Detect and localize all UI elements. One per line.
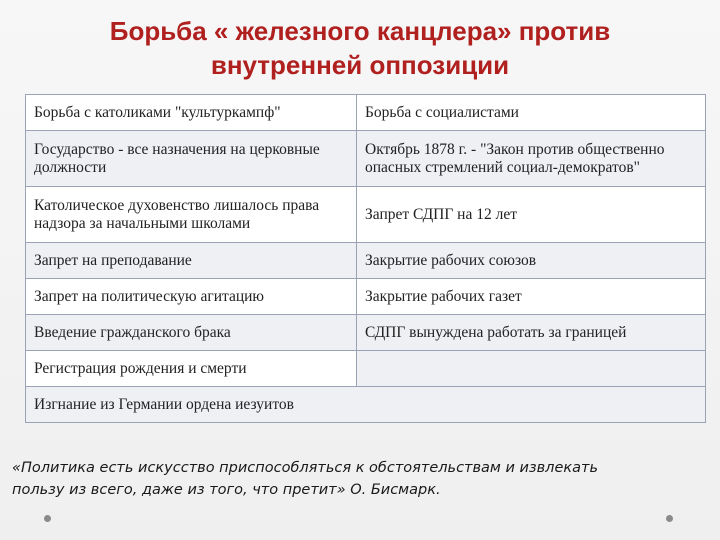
table-row bbox=[26, 131, 706, 187]
title-line-1: Борьба « железного канцлера» против bbox=[109, 16, 611, 46]
slide-title bbox=[60, 14, 660, 82]
table-cell: Изгнание из Германии ордена иезуитов bbox=[26, 387, 706, 423]
quote-line-2: пользу из всего, даже из того, что претит» О. Бисмарк. bbox=[12, 482, 441, 498]
table-cell: Государство - все назначения на церковные должности bbox=[26, 131, 357, 187]
table-row bbox=[26, 315, 706, 351]
comparison-table bbox=[25, 94, 706, 423]
table-cell: Введение гражданского брака bbox=[26, 315, 357, 351]
table-cell: Борьба с католиками "культуркампф" bbox=[26, 95, 357, 131]
table-cell: Запрет на политическую агитацию bbox=[26, 279, 357, 315]
table-cell: Октябрь 1878 г. - "Закон против общественно опасных стремлений социал-демократов" bbox=[357, 131, 706, 187]
table-cell: СДПГ вынуждена работать за границей bbox=[357, 315, 706, 351]
table-cell: Закрытие рабочих газет bbox=[357, 279, 706, 315]
table-row bbox=[26, 387, 706, 423]
table-row bbox=[26, 351, 706, 387]
table-row bbox=[26, 187, 706, 243]
table-row bbox=[26, 243, 706, 279]
quote-line-1: «Политика есть искусство приспособляться к обстоятельствам и извлекать bbox=[12, 460, 598, 476]
table-cell: Борьба с социалистами bbox=[357, 95, 706, 131]
table-cell: Католическое духовенство лишалось права надзора за начальными школами bbox=[26, 187, 357, 243]
decorative-dot bbox=[44, 515, 51, 522]
table-cell: Закрытие рабочих союзов bbox=[357, 243, 706, 279]
title-line-2: внутренней оппозиции bbox=[210, 50, 510, 80]
table-cell: Запрет на преподавание bbox=[26, 243, 357, 279]
table-cell: Регистрация рождения и смерти bbox=[26, 351, 357, 387]
table-cell-empty bbox=[357, 351, 706, 387]
table-row bbox=[26, 279, 706, 315]
table-row bbox=[26, 95, 706, 131]
table-cell: Запрет СДПГ на 12 лет bbox=[357, 187, 706, 243]
decorative-dot bbox=[666, 515, 673, 522]
bismarck-quote bbox=[12, 457, 720, 501]
